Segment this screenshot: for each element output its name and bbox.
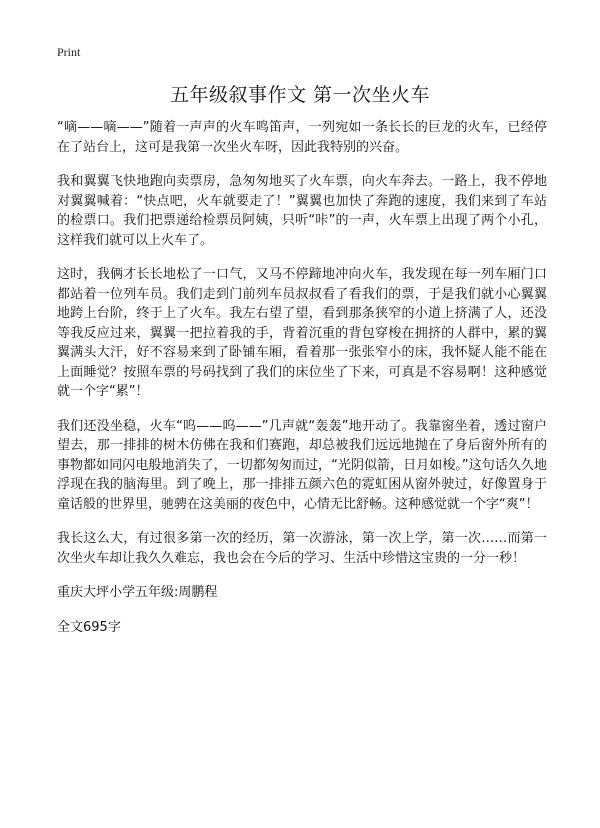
- author-line: 重庆大坪小学五年级:周鹏程: [57, 585, 218, 600]
- word-count: 全文695字: [57, 619, 121, 635]
- article-body: [57, 118, 547, 637]
- paragraph-1: “嘀——嘀——”随着一声声的火车鸣笛声，一列宛如一条长长的巨龙的火车，已经停在了站台上，这可是我第一次坐火车呀，因此我特别的兴奋。: [57, 120, 547, 155]
- paragraph-5: 我长这么大，有过很多第一次的经历，第一次游泳，第一次上学，第一次……而第一次坐火车却让我久久难忘，我也会在今后的学习、生活中珍惜这宝贵的一分一秒！: [57, 531, 547, 566]
- paragraph-4: 我们还没坐稳，火车“呜——呜——”几声就“轰轰”地开动了。我靠窗坐着，透过窗户望去，那一排排的树木仿佛在我和们赛跑，却总被我们远远地抛在了身后窗外所有的事物都如同闪电般地消失了，一切都匆匆而过，“光阴似箭，日月如梭。”这句话久久地浮现在我的脑海里。到了晚上，那一排排五颜六色的霓虹困从窗外驶过，好像置身于童话般的世界里，驰骋在这美丽的夜色中，心情无比舒畅。这种感觉就一个字“爽”！: [57, 418, 547, 512]
- article-title: 五年级叙事作文 第一次坐火车: [169, 84, 431, 106]
- print-link[interactable]: Print: [57, 45, 81, 59]
- paragraph-2: 我和翼翼飞快地跑向卖票房，急匆匆地买了火车票，向火车奔去。一路上，我不停地对翼翼喊着：“快点吧，火车就要走了！”翼翼也加快了奔跑的速度，我们来到了车站的检票口。我们把票递给检票员阿姨，只听“咔”的一声，火车票上出现了两个小孔，这样我们就可以上火车了。: [57, 174, 547, 248]
- paragraph-3: 这时，我俩才长长地松了一口气，又马不停蹄地冲向火车，我发现在每一列车厢门口都站着一位列车员。我们走到门前列车员叔叔看了看我们的票，于是我们就小心翼翼地跨上台阶，终于上了火车。我左右望了望，看到那条狭窄的小道上挤满了人，还没等我反应过来，翼翼一把拉着我的手，背着沉重的背包穿梭在拥挤的人群中，累的翼翼满头大汗，好不容易来到了卧铺车厢，看着那一张张窄小的床，我怀疑人能不能在上面睡觉？按照车票的号码找到了我们的床位坐了下来，可真是不容易啊！这种感觉就一个字“累”！: [57, 267, 547, 399]
